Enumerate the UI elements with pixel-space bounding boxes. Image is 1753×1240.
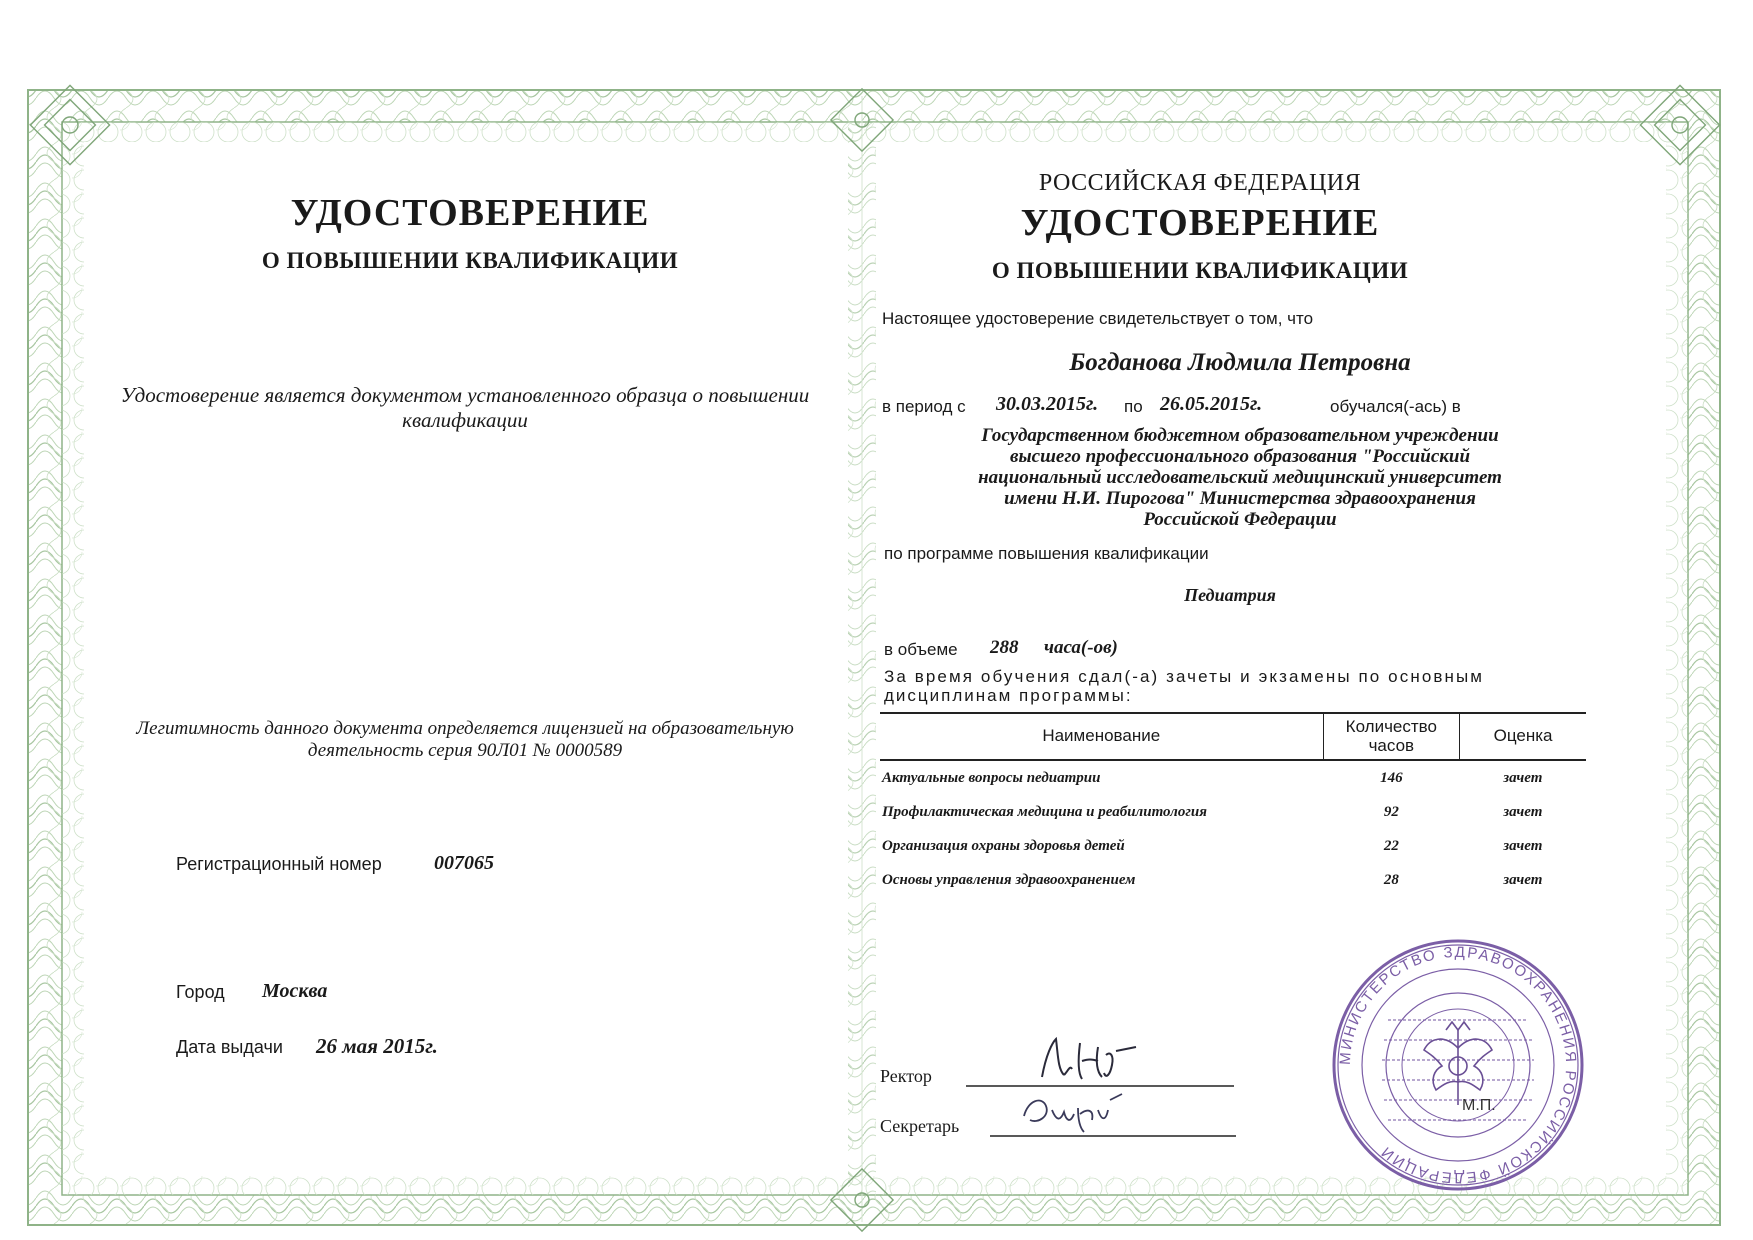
discipline-hours: 28 — [1383, 871, 1399, 888]
discipline-grade: зачет — [1503, 803, 1543, 820]
volume-value: 288 — [990, 637, 1019, 658]
period-suffix: обучался(-ась) в — [1330, 397, 1461, 416]
right-title: УДОСТОВЕРЕНИЕ — [1020, 202, 1380, 244]
institution-line: Российской Федерации — [1143, 509, 1337, 530]
discipline-name: Организация охраны здоровья детей — [882, 837, 1125, 854]
table-row — [880, 863, 1586, 897]
discipline-hours: 22 — [1383, 837, 1399, 854]
full-name: Богданова Людмила Петровна — [1069, 349, 1411, 376]
volume-prefix: в объеме — [884, 640, 958, 659]
program-label: по программе повышения квалификации — [884, 544, 1209, 563]
table-row — [880, 760, 1586, 795]
table-row — [880, 795, 1586, 829]
discipline-name: Основы управления здравоохранением — [882, 871, 1136, 888]
country-heading: РОССИЙСКАЯ ФЕДЕРАЦИЯ — [1038, 170, 1362, 196]
city-label: Город — [176, 982, 225, 1002]
exams-line-2: дисциплинам программы: — [884, 686, 1133, 705]
rector-label: Ректор — [880, 1066, 932, 1086]
secretary-signature — [980, 1080, 1240, 1142]
secretary-label: Секретарь — [880, 1116, 960, 1136]
discipline-grade: зачет — [1503, 837, 1543, 854]
institution-line: Государственном бюджетном образовательном учреждении — [981, 425, 1499, 446]
header-grade: Оценка — [1460, 713, 1586, 760]
registration-label: Регистрационный номер — [176, 854, 382, 874]
official-seal — [1326, 930, 1591, 1200]
period-to: 26.05.2015г. — [1160, 393, 1263, 415]
issue-date-value: 26 мая 2015г. — [316, 1034, 438, 1058]
period-from: 30.03.2015г. — [996, 393, 1099, 415]
volume-unit: часа(-ов) — [1044, 637, 1118, 658]
exams-line-1: За время обучения сдал(-а) зачеты и экзамены по основным — [884, 667, 1485, 686]
seal-mark: М.П. — [1462, 1097, 1496, 1114]
institution-line: национальный исследовательский медицинский университет — [978, 467, 1502, 488]
header-hours: Количество часов — [1323, 713, 1460, 760]
issue-date-label: Дата выдачи — [176, 1037, 283, 1057]
discipline-hours: 92 — [1383, 803, 1399, 820]
disciplines-table — [880, 712, 1586, 897]
city-value: Москва — [262, 980, 328, 1002]
institution-line: имени Н.И. Пирогова" Министерства здравоохранения — [1004, 488, 1476, 509]
seal-text: МИНИСТЕРСТВО ЗДРАВООХРАНЕНИЯ РОССИЙСКОЙ ФЕДЕРАЦИИ — [1336, 943, 1580, 1187]
period-prefix: в период с — [882, 397, 966, 416]
discipline-grade: зачет — [1503, 871, 1543, 888]
discipline-grade: зачет — [1503, 769, 1543, 786]
discipline-hours: 146 — [1380, 769, 1403, 786]
document-note: Удостоверение является документом установленного образца о повышении квалификации — [120, 383, 810, 432]
table-row — [880, 829, 1586, 863]
program-name: Педиатрия — [1184, 585, 1276, 605]
institution-name — [880, 425, 1600, 530]
discipline-name: Актуальные вопросы педиатрии — [882, 769, 1101, 786]
header-name: Наименование — [880, 713, 1323, 760]
discipline-name: Профилактическая медицина и реабилитология — [882, 803, 1207, 820]
registration-number: 007065 — [434, 852, 494, 874]
right-subtitle: О ПОВЫШЕНИИ КВАЛИФИКАЦИИ — [991, 258, 1409, 283]
left-subtitle: О ПОВЫШЕНИИ КВАЛИФИКАЦИИ — [261, 248, 679, 273]
left-title: УДОСТОВЕРЕНИЕ — [290, 192, 650, 234]
legitimacy-note: Легитимность данного документа определяется лицензией на образовательную деятельность серия 90Л01 № 0000589 — [136, 718, 794, 761]
institution-line: высшего профессионального образования "Российский — [1009, 446, 1471, 467]
eagle-emblem-icon — [1424, 1022, 1492, 1105]
period-middle: по — [1124, 397, 1143, 416]
intro-text: Настоящее удостоверение свидетельствует о том, что — [882, 309, 1314, 328]
